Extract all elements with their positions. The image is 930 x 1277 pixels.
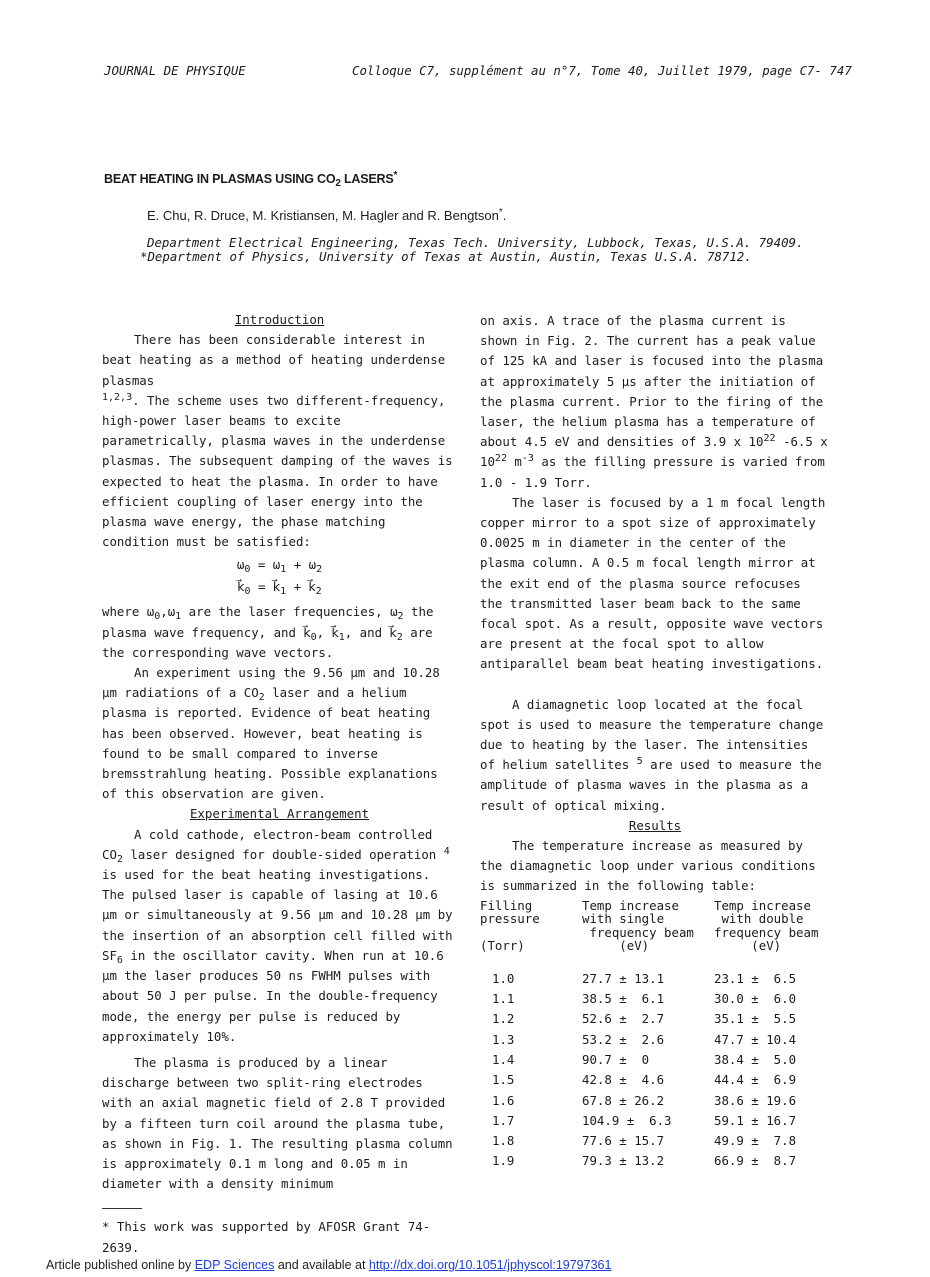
exp-p1-ref: 4: [443, 845, 450, 857]
experimental-paragraph-1: [102, 825, 461, 1047]
exp-p1-a: A cold cathode, electron-beam controlled CO: [102, 826, 440, 862]
cell-single-frequency: 104.9 ± 6.3: [582, 1112, 672, 1128]
right-paragraph-3: [480, 695, 830, 816]
doi-link[interactable]: http://dx.doi.org/10.1051/jphyscol:19797361: [368, 1258, 612, 1272]
intro-p2-sub: 2: [258, 692, 265, 704]
right-p1-sup2: 22: [494, 453, 507, 465]
paper-title: [104, 170, 398, 189]
right-p1-b: -6.5 x 10: [480, 434, 836, 470]
cell-pressure: 1.6: [492, 1092, 515, 1108]
title-tail: LASERS: [340, 172, 394, 186]
results-paragraph: The temperature increase as measured by the diamagnetic loop under various conditions is summarized in the following table:: [480, 838, 824, 894]
footnote-rule: [102, 1208, 142, 1209]
cell-single-frequency: 67.8 ± 26.2: [582, 1092, 665, 1108]
cell-double-frequency: 59.1 ± 16.7: [714, 1112, 797, 1128]
journal-name: JOURNAL DE PHYSIQUE: [104, 63, 246, 78]
author-names: E. Chu, R. Druce, M. Kristiansen, M. Hagler and R. Bengtson: [147, 208, 499, 223]
cell-single-frequency: 79.3 ± 13.2: [582, 1153, 665, 1169]
footnote: * This work was supported by AFOSR Grant 74-2639.: [102, 1219, 431, 1255]
intro-p1-text-a: There has been considerable interest in beat heating as a method of heating underdense plasmas: [102, 332, 453, 388]
col-filling-pressure: Filling pressure (Torr): [480, 897, 540, 954]
experimental-paragraph-2: The plasma is produced by a linear discharge between two split-ring electrodes with an axial magnetic field of 2.8 T provided by a fifteen turn coil around the plasma tube, as shown in Fig. 1. The resulting plasma column is approximately 0.1 m long and 0.05 m in diameter with a density minimum: [102, 1054, 461, 1192]
right-p1-sup3: -3: [521, 453, 534, 465]
exp-p1-sub: 2: [116, 853, 123, 865]
cell-double-frequency: 47.7 ± 10.4: [714, 1031, 797, 1047]
right-paragraph-1: [480, 311, 836, 493]
eq2-mid-sub: 1: [280, 586, 287, 598]
where-sub2: 2: [397, 611, 404, 623]
experimental-heading: Experimental Arrangement: [189, 806, 370, 822]
cell-double-frequency: 49.9 ± 7.8: [714, 1133, 797, 1149]
table-row: [480, 1151, 818, 1171]
table-row: [480, 1050, 818, 1070]
eq2-rhs: + k⃗: [286, 579, 316, 595]
cell-double-frequency: 38.4 ± 5.0: [714, 1051, 797, 1067]
intro-paragraph-1: [102, 330, 461, 552]
cell-pressure: 1.4: [492, 1051, 515, 1067]
exp-p1-b: laser designed for double-sided operation: [122, 846, 444, 862]
equation-wavevector: [102, 576, 457, 598]
right-column: [480, 311, 836, 1172]
cell-double-frequency: 23.1 ± 6.5: [714, 970, 797, 986]
affiliation-2-mark: *: [140, 249, 148, 264]
affiliation-2-text: Department of Physics, University of Texas at Austin, Austin, Texas U.S.A. 78712.: [147, 249, 752, 264]
publication-footer: [46, 1258, 611, 1272]
author-mark: *: [498, 207, 503, 218]
right-p3-ref: 5: [636, 756, 643, 768]
author-list: [147, 208, 506, 223]
where-b: ,ω: [160, 604, 176, 620]
eq2-mid: = k⃗: [250, 579, 281, 595]
cell-pressure: 1.2: [492, 1011, 515, 1027]
cell-pressure: 1.5: [492, 1072, 515, 1088]
results-table: [480, 899, 818, 1172]
where-subk2: 2: [396, 631, 403, 643]
introduction-heading: Introduction: [234, 312, 325, 327]
cell-single-frequency: 77.6 ± 15.7: [582, 1133, 665, 1149]
publisher-link[interactable]: EDP Sciences: [194, 1258, 275, 1272]
intro-p1-text-b: . The scheme uses two different-frequency, high-power laser beams to excite parametrically, plasma waves in the underdense plasmas. The subsequent damping of the waves is expected to heat the plasma. In order to have efficient coupling of laser energy into the plasma wave energy, the phase matching condition must be satisfied:: [102, 392, 461, 550]
exp-p1-d: in the oscillator cavity. When run at 10.6 μm the laser produces 50 ns FWHM pulses with about 50 J per pulse. In the double-frequency mode, the energy per pulse is reduced by approximately 10%.: [102, 947, 452, 1044]
table-row: [480, 1030, 818, 1050]
cell-pressure: 1.7: [492, 1112, 515, 1128]
cell-single-frequency: 90.7 ± 0: [582, 1051, 650, 1067]
intro-paragraph-2: [102, 663, 457, 804]
cell-double-frequency: 66.9 ± 8.7: [714, 1153, 797, 1169]
where-paragraph: [102, 602, 457, 663]
where-g: are the corresponding wave vectors.: [102, 624, 441, 660]
eq1-mid: = ω: [250, 557, 281, 573]
right-p3-b: are used to measure the amplitude of plasma waves in the plasma as a result of optical mixing.: [480, 757, 830, 813]
table-row: [480, 1090, 818, 1110]
intro-p1-refs: 1,2,3: [102, 391, 133, 403]
where-d: the plasma wave frequency, and k⃗: [102, 604, 441, 640]
eq2-lhs: k⃗: [237, 579, 245, 595]
table-row: [480, 1070, 818, 1090]
right-p1-d: as the filling pressure is varied from 1.0 - 1.9 Torr.: [480, 454, 833, 490]
author-end: .: [502, 208, 507, 223]
where-e: , k⃗: [316, 624, 339, 640]
cell-single-frequency: 52.6 ± 2.7: [582, 1011, 665, 1027]
right-p3-a: A diamagnetic loop located at the focal spot is used to measure the temperature change due to heating by the laser. The intensities of helium satellites: [480, 696, 831, 773]
where-sub0: 0: [154, 611, 161, 623]
right-p1-sup1: 22: [763, 433, 776, 445]
cell-single-frequency: 42.8 ± 4.6: [582, 1072, 665, 1088]
eq1-lhs-sub: 0: [244, 564, 251, 576]
intro-p2-b: laser and a helium plasma is reported. Evidence of beat heating has been observed. However, beat heating is found to be small compared to inverse bremsstrahlung heating. Possible explanations of this observation are given.: [102, 685, 446, 802]
results-table-header: [480, 899, 818, 969]
exp-p1-sub2: 6: [116, 954, 123, 966]
right-p1-c: m: [506, 454, 522, 470]
footer-pre: Article published online by: [46, 1258, 195, 1272]
table-row: [480, 969, 818, 989]
cell-single-frequency: 53.2 ± 2.6: [582, 1031, 665, 1047]
title-main: BEAT HEATING IN PLASMAS USING CO: [104, 172, 336, 186]
eq1-rhs-sub: 2: [316, 564, 323, 576]
table-row: [480, 1009, 818, 1029]
eq1-lhs: ω: [236, 557, 245, 573]
affiliation-1: Department Electrical Engineering, Texas Tech. University, Lubbock, Texas, U.S.A. 79409.: [147, 235, 804, 250]
right-paragraph-2: The laser is focused by a 1 m focal length copper mirror to a spot size of approximately 0.0025 m in diameter in the center of the plasma column. A 0.5 m focal length mirror at the exit end of the plasma source refocuses the transmitted laser beam back to the same focal spot. As a result, opposite wave vectors are present at the focal spot to allow antiparallel beam beat heating investigations.: [480, 494, 833, 672]
col-double-frequency: Temp increase with double frequency beam (eV): [714, 897, 819, 954]
title-subscript: 2: [335, 178, 341, 189]
cell-single-frequency: 27.7 ± 13.1: [582, 970, 665, 986]
affiliation-2: [140, 250, 752, 264]
left-column: [102, 310, 461, 1258]
where-a: where ω: [102, 604, 155, 620]
exp-p1-c: is used for the beat heating investigations. The pulsed laser is capable of lasing at 10.6 μm or simultaneously at 9.56 μm and 10.28 μm by the insertion of an absorption cell filled with SF: [102, 846, 461, 963]
title-footnote-mark: *: [393, 170, 398, 181]
cell-double-frequency: 30.0 ± 6.0: [714, 991, 797, 1007]
cell-double-frequency: 35.1 ± 5.5: [714, 1011, 797, 1027]
where-c: are the laser frequencies, ω: [181, 604, 398, 620]
cell-double-frequency: 38.6 ± 19.6: [714, 1092, 797, 1108]
equation-frequency: [102, 554, 457, 576]
results-heading: Results: [628, 817, 682, 833]
where-sub1: 1: [175, 611, 182, 623]
eq2-rhs-sub: 2: [315, 586, 322, 598]
cell-pressure: 1.8: [492, 1133, 515, 1149]
eq1-mid-sub: 1: [280, 564, 287, 576]
results-table-body: [480, 969, 818, 1172]
cell-pressure: 1.0: [492, 970, 515, 986]
cell-pressure: 1.9: [492, 1153, 515, 1169]
col-single-frequency: Temp increase with single frequency beam (eV): [582, 897, 694, 954]
eq2-lhs-sub: 0: [244, 586, 251, 598]
cell-pressure: 1.1: [492, 991, 515, 1007]
table-row: [480, 989, 818, 1009]
footer-mid: and available at: [274, 1258, 369, 1272]
where-subk0: 0: [310, 631, 317, 643]
where-f: , and k⃗: [344, 624, 397, 640]
cell-double-frequency: 44.4 ± 6.9: [714, 1072, 797, 1088]
colloque-info: Colloque C7, supplément au n°7, Tome 40, Juillet 1979, page C7- 747: [352, 63, 852, 78]
cell-pressure: 1.3: [492, 1031, 515, 1047]
right-p1-a: on axis. A trace of the plasma current is shown in Fig. 2. The current has a peak value of 125 kA and laser is focused into the plasma at approximately 5 μs after the initiation of the plasma current. Prior to the firing of the laser, the helium plasma has a temperature of about 4.5 eV and densities of 3.9 x 10: [480, 313, 831, 450]
eq1-rhs: + ω: [286, 557, 317, 573]
intro-p2-a: An experiment using the 9.56 μm and 10.28 μm radiations of a CO: [102, 665, 448, 701]
table-row: [480, 1131, 818, 1151]
table-row: [480, 1111, 818, 1131]
cell-single-frequency: 38.5 ± 6.1: [582, 991, 665, 1007]
where-subk1: 1: [338, 631, 345, 643]
